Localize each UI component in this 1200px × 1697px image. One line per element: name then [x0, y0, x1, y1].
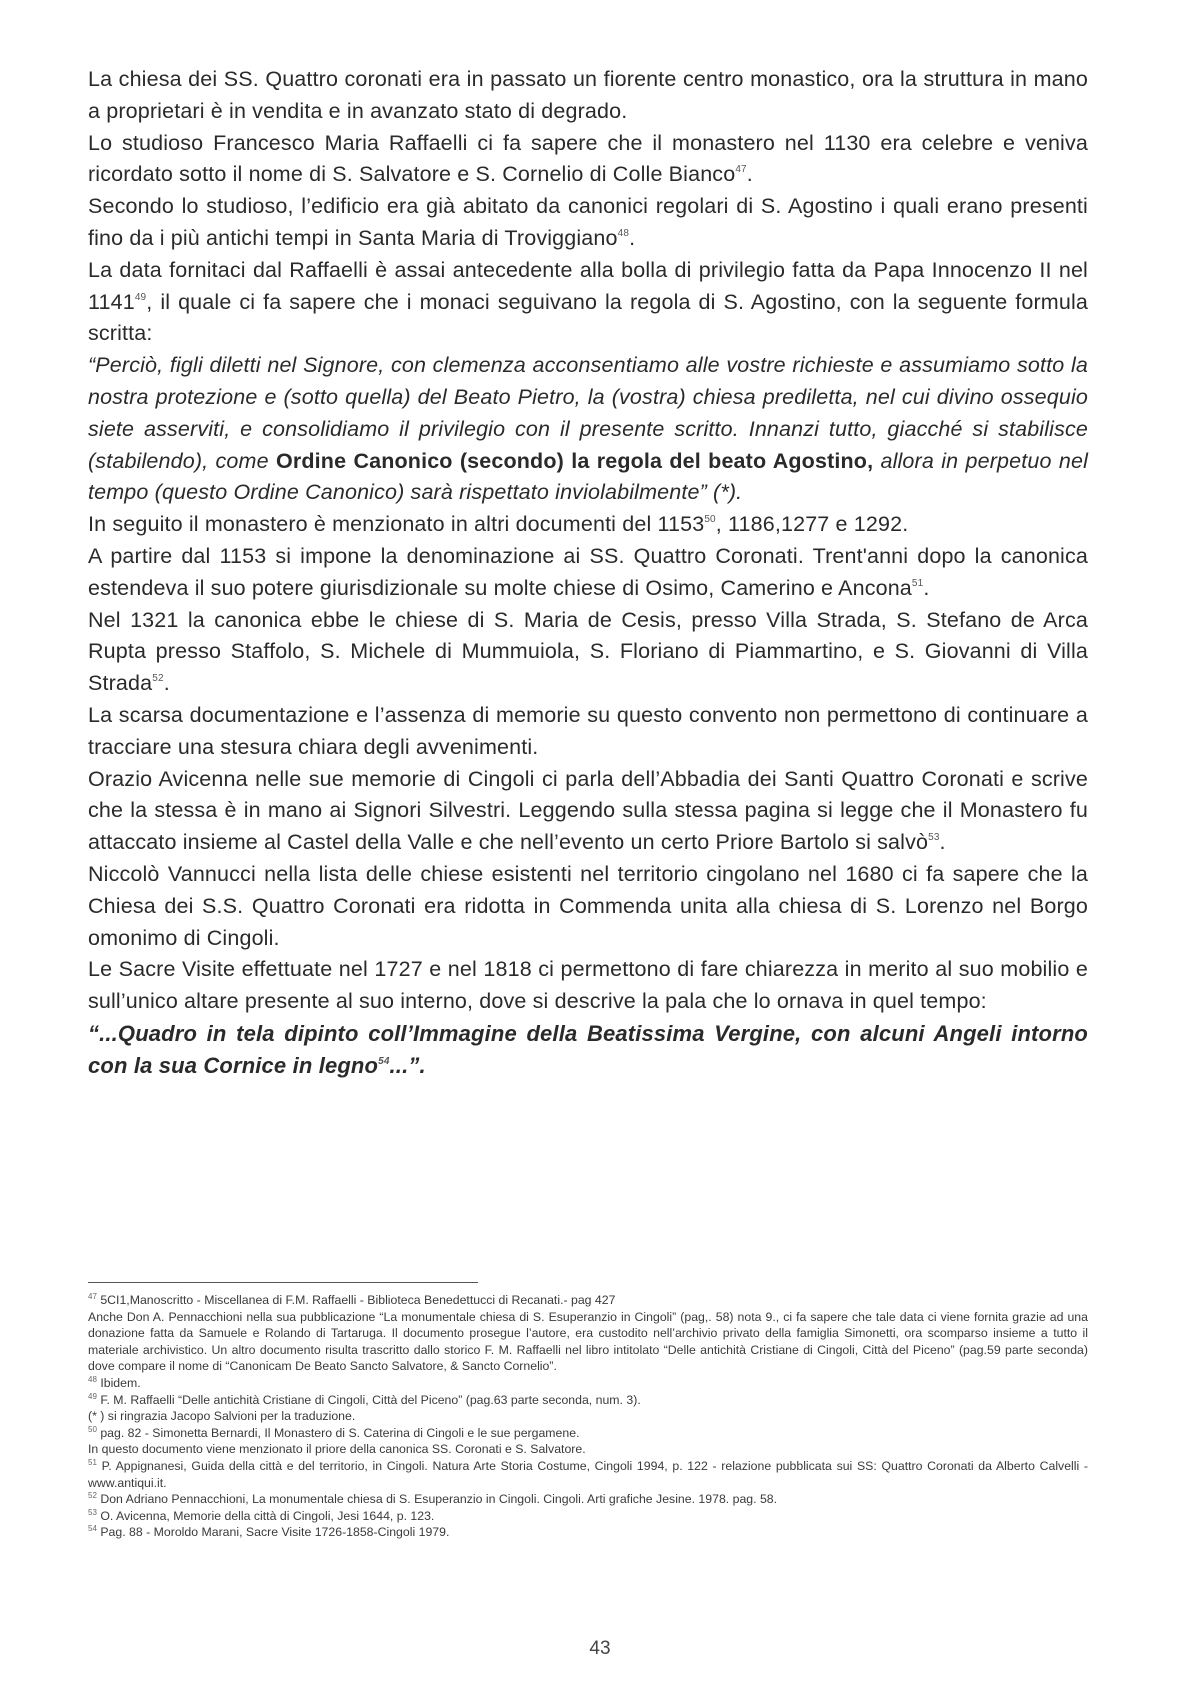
footnote: In questo documento viene menzionato il priore della canonica SS. Coronati e S. Salvatore.: [88, 1442, 586, 1457]
paragraph: A partire dal 1153 si impone la denominazione ai SS. Quattro Coronati. Trent'anni dopo la canonica estendeva il suo potere giurisdizionale su molte chiese di Osimo, Camerino e Ancona$^{51}$.: [88, 543, 1088, 600]
main-text: [88, 64, 1088, 1082]
footnote: $^{49}$ F. M. Raffaelli “Delle antichità Cristiane di Cingoli, Città del Piceno” (pag.63 parte seconda, num. 3).: [88, 1391, 641, 1407]
paragraph: In seguito il monastero è menzionato in altri documenti del 1153$^{50}$, 1186,1277 e 1292.: [88, 512, 909, 537]
footnote-ref: 49: [134, 291, 147, 303]
paragraph: Secondo lo studioso, l’edificio era già abitato da canonici regolari di S. Agostino i quali erano presenti fino da i più antichi tempi in Santa Maria di Troviggiano$^{48}$.: [88, 194, 1088, 250]
footnote-ref: 48: [617, 227, 630, 239]
footnote-ref: 53: [928, 832, 940, 844]
footnote-ref: 47: [735, 164, 747, 176]
footnote-ref: 54: [378, 1055, 390, 1067]
sacred-visit-quote: “...Quadro in tela dipinto coll’Immagine della Beatissima Vergine, con alcuni Angeli intorno con la sua Cornice in legno$^{54}$...”.: [88, 1020, 1088, 1078]
footnote: $^{54}$ Pag. 88 - Moroldo Marani, Sacre Visite 1726-1858-Cingoli 1979.: [88, 1524, 450, 1540]
footnote: Anche Don A. Pennacchioni nella sua pubblicazione “La monumentale chiesa di S. Esuperanzio in Cingoli” (pag,. 58) nota 9., ci fa sapere che tale data ci viene fornita grazie ad una donazione fatta da Samuele e Rolando di Tartaruga. Il documento prosegue l’autore, era custodito nell’archivio privato della famiglia Simonetti, ora scomparso insieme a tutto il materiale archivistico. Un altro documento risulta trascritto dallo storico F. M. Raffaelli nel libro intitolato “Delle antichità Cristiane di Cingoli, Città del Piceno” (pag.59 parte seconda) dove compare il nome di “Canonicam De Beato Sancto Salvatore, & Sancto Cornelio”.: [88, 1309, 1088, 1374]
footnote: (* ) si ringrazia Jacopo Salvioni per la traduzione.: [88, 1409, 356, 1424]
paragraph: Niccolò Vannucci nella lista delle chiese esistenti nel territorio cingolano nel 1680 ci fa sapere che la Chiesa dei S.S. Quattro Coronati era ridotta in Commenda unita alla chiesa di S. Lorenzo nel Borgo omonimo di Cingoli.: [88, 861, 1088, 950]
footnote: $^{51}$ P. Appignanesi, Guida della città e del territorio, in Cingoli. Natura Arte Storia Costume, Cingoli 1994, p. 122 - relazione pubblicata sui SS: Quattro Coronati da Alberto Calvelli - www.antiqui.it.: [88, 1457, 1088, 1490]
paragraph: La chiesa dei SS. Quattro coronati era in passato un fiorente centro monastico, ora la struttura in mano a proprietari è in vendita e in avanzato stato di degrado.: [88, 67, 1088, 123]
footnote-ref: 50: [704, 514, 716, 526]
paragraph: Nel 1321 la canonica ebbe le chiese di S. Maria de Cesis, presso Villa Strada, S. Stefano de Arca Rupta presso Staffolo, S. Michele di Mummuiola, S. Floriano di Piammartino, e S. Giovanni di Villa Strada$^{52}$.: [88, 607, 1088, 696]
footnotes: [88, 1292, 1088, 1541]
footnote: $^{53}$ O. Avicenna, Memorie della città di Cingoli, Jesi 1644, p. 123.: [88, 1507, 435, 1523]
footnote-ref: 52: [152, 673, 164, 685]
paragraph: La data fornitaci dal Raffaelli è assai antecedente alla bolla di privilegio fatta da Papa Innocenzo II nel 1141$^{49}$, il quale ci fa sapere che i monaci seguivano la regola di S. Agostino, con la seguente formula scritta:: [88, 257, 1088, 346]
paragraph: Le Sacre Visite effettuate nel 1727 e nel 1818 ci permettono di fare chiarezza in merito al suo mobilio e sull’unico altare presente al suo interno, dove si descrive la pala che lo ornava in quel tempo:: [88, 957, 1088, 1014]
paragraph: La scarsa documentazione e l’assenza di memorie su questo convento non permettono di continuare a tracciare una stesura chiara degli avvenimenti.: [88, 702, 1088, 759]
page-number: 43: [589, 1638, 611, 1659]
papal-bull-quote: “Perciò, figli diletti nel Signore, con clemenza acconsentiamo alle vostre richieste e assumiamo sotto la nostra protezione e (sotto quella) del Beato Pietro, la (vostra) chiesa prediletta, nel cui divino ossequio siete asserviti, e consolidiamo il privilegio con il presente scritto. Innanzi tutto, giacché si stabilisce (stabilendo), come Ordine Canonico (secondo) la regola del beato Agostino, allora in perpetuo nel tempo (questo Ordine Canonico) sarà rispettato inviolabilmente” (*).: [88, 353, 1089, 505]
footnote: $^{48}$ Ibidem.: [88, 1374, 141, 1390]
quote-emphasis: Ordine Canonico (secondo) la regola del beato Agostino,: [275, 448, 874, 473]
footnote: $^{47}$ 5CI1,Manoscritto - Miscellanea di F.M. Raffaelli - Biblioteca Benedettucci di Recanati.- pag 427: [88, 1292, 616, 1307]
footnote: $^{50}$ pag. 82 - Simonetta Bernardi, Il Monastero di S. Caterina di Cingoli e le sue pergamene.: [88, 1424, 580, 1440]
footnote: $^{52}$ Don Adriano Pennacchioni, La monumentale chiesa di S. Esuperanzio in Cingoli. Cingoli. Arti grafiche Jesine. 1978. pag. 58.: [88, 1491, 778, 1507]
footnote-divider: [88, 1282, 478, 1283]
paragraph: Orazio Avicenna nelle sue memorie di Cingoli ci parla dell’Abbadia dei Santi Quattro Coronati e scrive che la stessa è in mano ai Signori Silvestri. Leggendo sulla stessa pagina si legge che il Monastero fu attaccato insieme al Castel della Valle e che nell’evento un certo Priore Bartolo si salvò$^{53}$.: [88, 766, 1088, 855]
footnote-ref: 51: [911, 577, 924, 589]
paragraph: Lo studioso Francesco Maria Raffaelli ci fa sapere che il monastero nel 1130 era celebre e veniva ricordato sotto il nome di S. Salvatore e S. Cornelio di Colle Bianco$^{47}$.: [88, 130, 1088, 187]
